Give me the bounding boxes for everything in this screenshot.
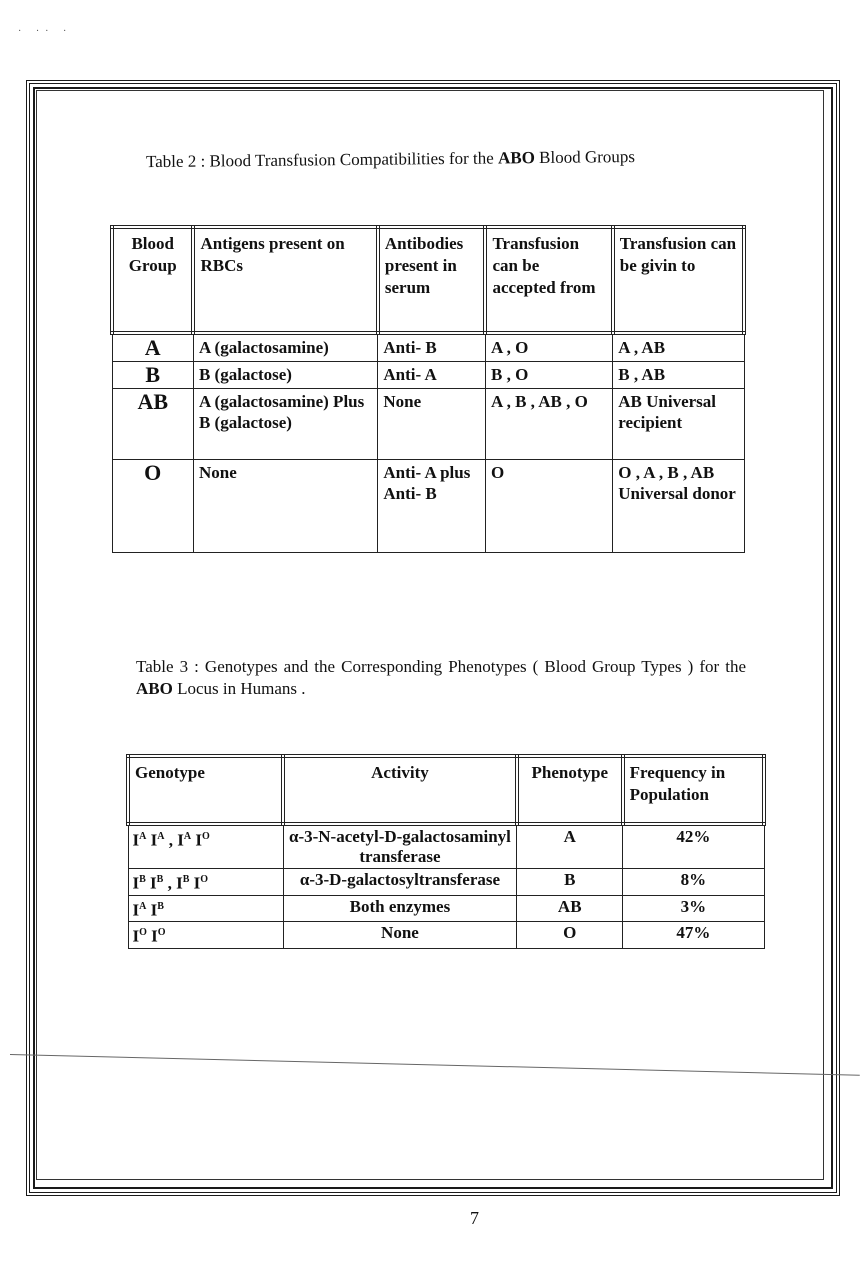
table-header-row <box>128 756 764 824</box>
cell-activity: α-3-D-galactosyltransferase <box>283 869 517 896</box>
header-phenotype: Phenotype <box>517 756 623 824</box>
header-antigens: Antigens present on RBCs <box>193 227 377 333</box>
header-given-to: Transfusion can be givin to <box>613 227 744 333</box>
cell-activity: α-3-N-acetyl-D-galactosaminyltransferase <box>283 824 517 869</box>
cell-phenotype: O <box>517 922 623 949</box>
table-row <box>112 333 744 362</box>
transfusion-table <box>110 225 746 553</box>
cell-group: A <box>112 333 193 362</box>
cell-accepted: A , B , AB , O <box>485 389 612 460</box>
cell-antibodies: Anti- A <box>378 362 486 389</box>
cell-frequency: 47% <box>623 922 764 949</box>
cell-phenotype: B <box>517 869 623 896</box>
cell-antibodies: Anti- A plus Anti- B <box>378 460 486 553</box>
header-activity: Activity <box>283 756 517 824</box>
table-row <box>128 824 764 869</box>
page-number: 7 <box>470 1208 479 1228</box>
cell-genotype: $I^O$ $I^O$ <box>128 922 283 949</box>
table-row <box>128 922 764 949</box>
cell-antigens: A (galactosamine) <box>193 333 377 362</box>
header-antibodies: Antibodies present in serum <box>378 227 486 333</box>
table-row <box>128 869 764 896</box>
cell-accepted: O <box>485 460 612 553</box>
cell-genotype: $I^B$ $I^B$ , $I^B$ $I^O$ <box>128 869 283 896</box>
cell-group: AB <box>112 389 193 460</box>
cell-frequency: 8% <box>623 869 764 896</box>
cell-given: AB Universal recipient <box>613 389 744 460</box>
cell-given: B , AB <box>613 362 744 389</box>
cell-group: O <box>112 460 193 553</box>
cell-given: A , AB <box>613 333 744 362</box>
cell-antibodies: None <box>378 389 486 460</box>
cell-genotype: $I^A$ $I^A$ , $I^A$ $I^O$ <box>128 824 283 869</box>
cell-accepted: A , O <box>485 333 612 362</box>
cell-accepted: B , O <box>485 362 612 389</box>
cell-phenotype: AB <box>517 895 623 922</box>
header-blood-group: Blood Group <box>112 227 193 333</box>
header-accepted-from: Transfusion can be accepted from <box>485 227 612 333</box>
cell-activity: None <box>283 922 517 949</box>
table2-caption: Table 2 : Blood Transfusion Compatibilities for the ABO Blood Groups <box>145 147 636 172</box>
genotype-table <box>126 754 766 949</box>
cell-antigens: None <box>193 460 377 553</box>
cell-antigens: A (galactosamine) Plus B (galactose) <box>193 389 377 460</box>
cell-antigens: B (galactose) <box>193 362 377 389</box>
cell-phenotype: A <box>517 824 623 869</box>
scan-specks: · ·· · <box>18 26 73 37</box>
table-row <box>128 895 764 922</box>
cell-antibodies: Anti- B <box>378 333 486 362</box>
header-frequency: Frequency in Population <box>623 756 764 824</box>
table3-caption: Table 3 : Genotypes and the Corresponding Phenotypes ( Blood Group Types ) for the ABO Locus in Humans . <box>136 657 746 698</box>
cell-activity: Both enzymes <box>283 895 517 922</box>
table-row <box>112 460 744 553</box>
cell-genotype: $I^A$ $I^B$ <box>128 895 283 922</box>
cell-given: O , A , B , AB Universal donor <box>613 460 744 553</box>
table-row <box>112 389 744 460</box>
table-header-row <box>112 227 744 333</box>
header-genotype: Genotype <box>128 756 283 824</box>
cell-frequency: 42% <box>623 824 764 869</box>
cell-frequency: 3% <box>623 895 764 922</box>
cell-group: B <box>112 362 193 389</box>
table-row <box>112 362 744 389</box>
